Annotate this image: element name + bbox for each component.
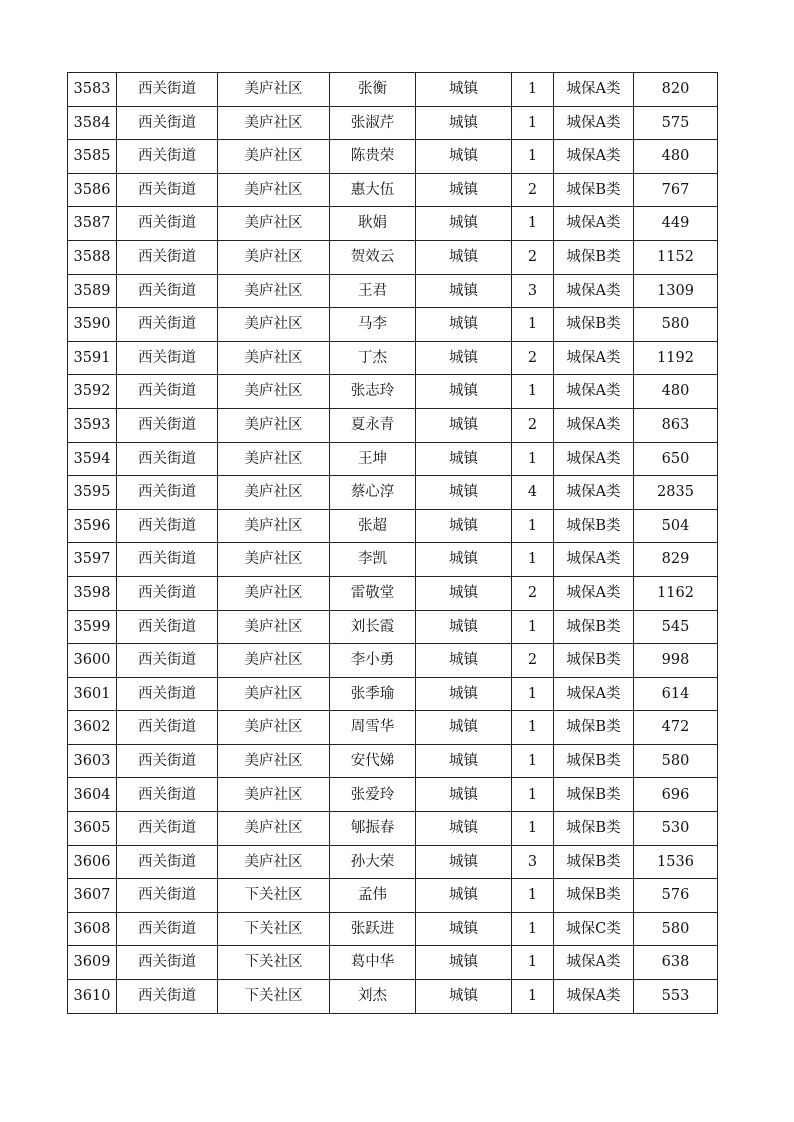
subsidy-category-cell: 城保B类 xyxy=(554,879,634,913)
name-cell: 王坤 xyxy=(330,442,416,476)
amount-cell: 580 xyxy=(634,912,718,946)
name-cell: 郇振春 xyxy=(330,812,416,846)
household-size-cell: 1 xyxy=(512,610,554,644)
area-type-cell: 城镇 xyxy=(416,946,512,980)
street-cell: 西关街道 xyxy=(117,240,218,274)
serial-number-cell: 3584 xyxy=(68,106,117,140)
table-row xyxy=(68,610,718,644)
name-cell: 周雪华 xyxy=(330,711,416,745)
serial-number-cell: 3589 xyxy=(68,274,117,308)
name-cell: 张季瑜 xyxy=(330,677,416,711)
community-cell: 美庐社区 xyxy=(218,341,330,375)
subsidy-category-cell: 城保A类 xyxy=(554,576,634,610)
household-size-cell: 1 xyxy=(512,711,554,745)
amount-cell: 545 xyxy=(634,610,718,644)
household-size-cell: 1 xyxy=(512,543,554,577)
name-cell: 张爱玲 xyxy=(330,778,416,812)
street-cell: 西关街道 xyxy=(117,73,218,107)
amount-cell: 1192 xyxy=(634,341,718,375)
community-cell: 美庐社区 xyxy=(218,73,330,107)
amount-cell: 530 xyxy=(634,812,718,846)
subsidy-category-cell: 城保A类 xyxy=(554,207,634,241)
street-cell: 西关街道 xyxy=(117,845,218,879)
table-row xyxy=(68,744,718,778)
name-cell: 陈贵荣 xyxy=(330,140,416,174)
subsidy-category-cell: 城保B类 xyxy=(554,744,634,778)
serial-number-cell: 3608 xyxy=(68,912,117,946)
area-type-cell: 城镇 xyxy=(416,644,512,678)
amount-cell: 998 xyxy=(634,644,718,678)
roster-table xyxy=(67,72,718,1014)
table-row xyxy=(68,375,718,409)
community-cell: 美庐社区 xyxy=(218,308,330,342)
amount-cell: 1152 xyxy=(634,240,718,274)
subsidy-category-cell: 城保B类 xyxy=(554,173,634,207)
street-cell: 西关街道 xyxy=(117,744,218,778)
household-size-cell: 1 xyxy=(512,207,554,241)
area-type-cell: 城镇 xyxy=(416,980,512,1014)
name-cell: 夏永青 xyxy=(330,408,416,442)
serial-number-cell: 3588 xyxy=(68,240,117,274)
table-row xyxy=(68,240,718,274)
area-type-cell: 城镇 xyxy=(416,73,512,107)
amount-cell: 1309 xyxy=(634,274,718,308)
subsidy-category-cell: 城保A类 xyxy=(554,476,634,510)
table-row xyxy=(68,543,718,577)
community-cell: 美庐社区 xyxy=(218,711,330,745)
serial-number-cell: 3587 xyxy=(68,207,117,241)
amount-cell: 580 xyxy=(634,744,718,778)
amount-cell: 449 xyxy=(634,207,718,241)
subsidy-category-cell: 城保A类 xyxy=(554,341,634,375)
table-row xyxy=(68,711,718,745)
street-cell: 西关街道 xyxy=(117,509,218,543)
street-cell: 西关街道 xyxy=(117,476,218,510)
amount-cell: 580 xyxy=(634,308,718,342)
name-cell: 耿娟 xyxy=(330,207,416,241)
area-type-cell: 城镇 xyxy=(416,442,512,476)
community-cell: 美庐社区 xyxy=(218,543,330,577)
name-cell: 刘杰 xyxy=(330,980,416,1014)
subsidy-category-cell: 城保B类 xyxy=(554,778,634,812)
table-row xyxy=(68,140,718,174)
community-cell: 美庐社区 xyxy=(218,442,330,476)
community-cell: 下关社区 xyxy=(218,879,330,913)
serial-number-cell: 3605 xyxy=(68,812,117,846)
street-cell: 西关街道 xyxy=(117,140,218,174)
table-row xyxy=(68,442,718,476)
name-cell: 张超 xyxy=(330,509,416,543)
street-cell: 西关街道 xyxy=(117,980,218,1014)
amount-cell: 553 xyxy=(634,980,718,1014)
area-type-cell: 城镇 xyxy=(416,509,512,543)
street-cell: 西关街道 xyxy=(117,610,218,644)
serial-number-cell: 3606 xyxy=(68,845,117,879)
serial-number-cell: 3596 xyxy=(68,509,117,543)
amount-cell: 1162 xyxy=(634,576,718,610)
serial-number-cell: 3600 xyxy=(68,644,117,678)
subsidy-category-cell: 城保B类 xyxy=(554,644,634,678)
subsidy-category-cell: 城保A类 xyxy=(554,946,634,980)
table-row xyxy=(68,576,718,610)
community-cell: 美庐社区 xyxy=(218,610,330,644)
table-row xyxy=(68,341,718,375)
serial-number-cell: 3598 xyxy=(68,576,117,610)
area-type-cell: 城镇 xyxy=(416,845,512,879)
household-size-cell: 2 xyxy=(512,240,554,274)
table-row xyxy=(68,778,718,812)
name-cell: 刘长霞 xyxy=(330,610,416,644)
household-size-cell: 1 xyxy=(512,73,554,107)
street-cell: 西关街道 xyxy=(117,576,218,610)
area-type-cell: 城镇 xyxy=(416,106,512,140)
subsidy-category-cell: 城保B类 xyxy=(554,240,634,274)
serial-number-cell: 3594 xyxy=(68,442,117,476)
subsidy-category-cell: 城保B类 xyxy=(554,308,634,342)
household-size-cell: 1 xyxy=(512,375,554,409)
table-row xyxy=(68,173,718,207)
household-size-cell: 2 xyxy=(512,341,554,375)
table-row xyxy=(68,207,718,241)
area-type-cell: 城镇 xyxy=(416,173,512,207)
amount-cell: 504 xyxy=(634,509,718,543)
community-cell: 美庐社区 xyxy=(218,677,330,711)
area-type-cell: 城镇 xyxy=(416,677,512,711)
serial-number-cell: 3610 xyxy=(68,980,117,1014)
amount-cell: 480 xyxy=(634,140,718,174)
table-row xyxy=(68,106,718,140)
amount-cell: 576 xyxy=(634,879,718,913)
table-row xyxy=(68,73,718,107)
name-cell: 孙大荣 xyxy=(330,845,416,879)
amount-cell: 2835 xyxy=(634,476,718,510)
area-type-cell: 城镇 xyxy=(416,240,512,274)
household-size-cell: 2 xyxy=(512,173,554,207)
amount-cell: 650 xyxy=(634,442,718,476)
serial-number-cell: 3586 xyxy=(68,173,117,207)
serial-number-cell: 3590 xyxy=(68,308,117,342)
name-cell: 贺效云 xyxy=(330,240,416,274)
area-type-cell: 城镇 xyxy=(416,140,512,174)
amount-cell: 820 xyxy=(634,73,718,107)
area-type-cell: 城镇 xyxy=(416,543,512,577)
community-cell: 下关社区 xyxy=(218,912,330,946)
community-cell: 美庐社区 xyxy=(218,274,330,308)
area-type-cell: 城镇 xyxy=(416,812,512,846)
street-cell: 西关街道 xyxy=(117,375,218,409)
community-cell: 美庐社区 xyxy=(218,509,330,543)
household-size-cell: 1 xyxy=(512,509,554,543)
roster-body xyxy=(68,73,718,1014)
table-row xyxy=(68,509,718,543)
area-type-cell: 城镇 xyxy=(416,375,512,409)
name-cell: 王君 xyxy=(330,274,416,308)
street-cell: 西关街道 xyxy=(117,274,218,308)
name-cell: 张志玲 xyxy=(330,375,416,409)
street-cell: 西关街道 xyxy=(117,946,218,980)
subsidy-category-cell: 城保B类 xyxy=(554,812,634,846)
household-size-cell: 1 xyxy=(512,677,554,711)
table-row xyxy=(68,912,718,946)
area-type-cell: 城镇 xyxy=(416,711,512,745)
name-cell: 孟伟 xyxy=(330,879,416,913)
subsidy-category-cell: 城保A类 xyxy=(554,442,634,476)
street-cell: 西关街道 xyxy=(117,677,218,711)
community-cell: 美庐社区 xyxy=(218,744,330,778)
area-type-cell: 城镇 xyxy=(416,912,512,946)
subsidy-category-cell: 城保A类 xyxy=(554,543,634,577)
table-row xyxy=(68,274,718,308)
area-type-cell: 城镇 xyxy=(416,576,512,610)
household-size-cell: 1 xyxy=(512,442,554,476)
subsidy-category-cell: 城保A类 xyxy=(554,140,634,174)
subsidy-category-cell: 城保A类 xyxy=(554,73,634,107)
amount-cell: 575 xyxy=(634,106,718,140)
name-cell: 马李 xyxy=(330,308,416,342)
street-cell: 西关街道 xyxy=(117,341,218,375)
serial-number-cell: 3603 xyxy=(68,744,117,778)
amount-cell: 863 xyxy=(634,408,718,442)
table-row xyxy=(68,677,718,711)
community-cell: 美庐社区 xyxy=(218,644,330,678)
street-cell: 西关街道 xyxy=(117,543,218,577)
amount-cell: 767 xyxy=(634,173,718,207)
serial-number-cell: 3597 xyxy=(68,543,117,577)
street-cell: 西关街道 xyxy=(117,912,218,946)
community-cell: 下关社区 xyxy=(218,980,330,1014)
street-cell: 西关街道 xyxy=(117,207,218,241)
amount-cell: 829 xyxy=(634,543,718,577)
community-cell: 美庐社区 xyxy=(218,778,330,812)
amount-cell: 696 xyxy=(634,778,718,812)
household-size-cell: 2 xyxy=(512,644,554,678)
name-cell: 张跃进 xyxy=(330,912,416,946)
table-row xyxy=(68,946,718,980)
serial-number-cell: 3599 xyxy=(68,610,117,644)
community-cell: 美庐社区 xyxy=(218,812,330,846)
table-row xyxy=(68,845,718,879)
table-row xyxy=(68,476,718,510)
amount-cell: 480 xyxy=(634,375,718,409)
name-cell: 惠大伍 xyxy=(330,173,416,207)
subsidy-category-cell: 城保B类 xyxy=(554,711,634,745)
serial-number-cell: 3585 xyxy=(68,140,117,174)
name-cell: 李小勇 xyxy=(330,644,416,678)
street-cell: 西关街道 xyxy=(117,778,218,812)
household-size-cell: 1 xyxy=(512,744,554,778)
table-row xyxy=(68,308,718,342)
name-cell: 蔡心淳 xyxy=(330,476,416,510)
serial-number-cell: 3607 xyxy=(68,879,117,913)
subsidy-category-cell: 城保B类 xyxy=(554,610,634,644)
community-cell: 美庐社区 xyxy=(218,173,330,207)
street-cell: 西关街道 xyxy=(117,173,218,207)
community-cell: 美庐社区 xyxy=(218,845,330,879)
street-cell: 西关街道 xyxy=(117,879,218,913)
community-cell: 美庐社区 xyxy=(218,240,330,274)
serial-number-cell: 3604 xyxy=(68,778,117,812)
name-cell: 张衡 xyxy=(330,73,416,107)
table-row xyxy=(68,644,718,678)
community-cell: 美庐社区 xyxy=(218,576,330,610)
street-cell: 西关街道 xyxy=(117,644,218,678)
table-row xyxy=(68,812,718,846)
community-cell: 美庐社区 xyxy=(218,106,330,140)
area-type-cell: 城镇 xyxy=(416,408,512,442)
serial-number-cell: 3602 xyxy=(68,711,117,745)
subsidy-category-cell: 城保A类 xyxy=(554,408,634,442)
street-cell: 西关街道 xyxy=(117,106,218,140)
household-size-cell: 1 xyxy=(512,140,554,174)
household-size-cell: 1 xyxy=(512,946,554,980)
household-size-cell: 1 xyxy=(512,980,554,1014)
subsidy-category-cell: 城保B类 xyxy=(554,509,634,543)
subsidy-category-cell: 城保A类 xyxy=(554,106,634,140)
household-size-cell: 3 xyxy=(512,274,554,308)
community-cell: 美庐社区 xyxy=(218,408,330,442)
name-cell: 李凯 xyxy=(330,543,416,577)
street-cell: 西关街道 xyxy=(117,308,218,342)
amount-cell: 472 xyxy=(634,711,718,745)
area-type-cell: 城镇 xyxy=(416,207,512,241)
community-cell: 美庐社区 xyxy=(218,476,330,510)
area-type-cell: 城镇 xyxy=(416,308,512,342)
serial-number-cell: 3583 xyxy=(68,73,117,107)
household-size-cell: 1 xyxy=(512,879,554,913)
household-size-cell: 1 xyxy=(512,106,554,140)
household-size-cell: 2 xyxy=(512,408,554,442)
area-type-cell: 城镇 xyxy=(416,610,512,644)
serial-number-cell: 3601 xyxy=(68,677,117,711)
household-size-cell: 1 xyxy=(512,778,554,812)
table-row xyxy=(68,408,718,442)
name-cell: 雷敬堂 xyxy=(330,576,416,610)
community-cell: 美庐社区 xyxy=(218,140,330,174)
amount-cell: 1536 xyxy=(634,845,718,879)
subsidy-category-cell: 城保B类 xyxy=(554,845,634,879)
area-type-cell: 城镇 xyxy=(416,274,512,308)
name-cell: 安代娣 xyxy=(330,744,416,778)
amount-cell: 614 xyxy=(634,677,718,711)
street-cell: 西关街道 xyxy=(117,408,218,442)
household-size-cell: 1 xyxy=(512,912,554,946)
household-size-cell: 2 xyxy=(512,576,554,610)
area-type-cell: 城镇 xyxy=(416,341,512,375)
name-cell: 丁杰 xyxy=(330,341,416,375)
household-size-cell: 1 xyxy=(512,308,554,342)
name-cell: 张淑芹 xyxy=(330,106,416,140)
table-row xyxy=(68,879,718,913)
community-cell: 美庐社区 xyxy=(218,207,330,241)
amount-cell: 638 xyxy=(634,946,718,980)
street-cell: 西关街道 xyxy=(117,442,218,476)
subsidy-category-cell: 城保A类 xyxy=(554,980,634,1014)
area-type-cell: 城镇 xyxy=(416,778,512,812)
street-cell: 西关街道 xyxy=(117,711,218,745)
table-row xyxy=(68,980,718,1014)
subsidy-category-cell: 城保A类 xyxy=(554,375,634,409)
area-type-cell: 城镇 xyxy=(416,744,512,778)
household-size-cell: 1 xyxy=(512,812,554,846)
community-cell: 下关社区 xyxy=(218,946,330,980)
serial-number-cell: 3595 xyxy=(68,476,117,510)
name-cell: 葛中华 xyxy=(330,946,416,980)
community-cell: 美庐社区 xyxy=(218,375,330,409)
serial-number-cell: 3591 xyxy=(68,341,117,375)
area-type-cell: 城镇 xyxy=(416,476,512,510)
street-cell: 西关街道 xyxy=(117,812,218,846)
household-size-cell: 3 xyxy=(512,845,554,879)
area-type-cell: 城镇 xyxy=(416,879,512,913)
serial-number-cell: 3592 xyxy=(68,375,117,409)
subsidy-category-cell: 城保A类 xyxy=(554,274,634,308)
subsidy-category-cell: 城保A类 xyxy=(554,677,634,711)
serial-number-cell: 3593 xyxy=(68,408,117,442)
household-size-cell: 4 xyxy=(512,476,554,510)
subsidy-category-cell: 城保C类 xyxy=(554,912,634,946)
serial-number-cell: 3609 xyxy=(68,946,117,980)
